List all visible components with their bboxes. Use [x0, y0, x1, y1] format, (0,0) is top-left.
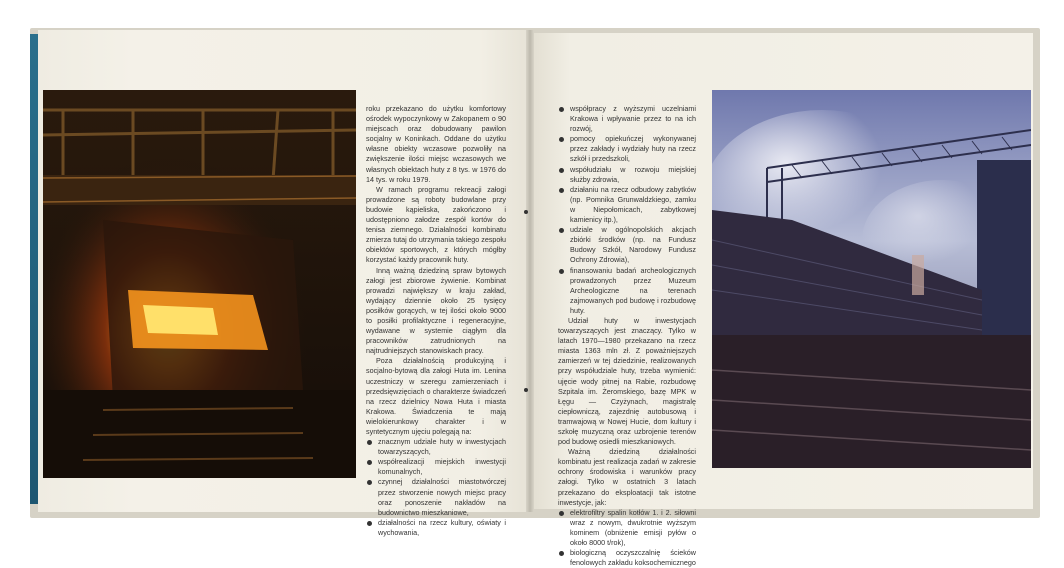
list-item: finansowaniu badań archeologicznych prowadzonych przez Muzeum Archeologiczne na terenach zajmowanych pod budowę i rozbudowę huty. [558, 266, 696, 316]
bullet-list [558, 104, 696, 316]
paragraph: Ważną dziedziną działalności kombinatu jest realizacja zadań w zakresie ochrony środowiska i warunków pracy załogi. Tylko w ostatnich 3 latach przekazano do eksploatacji tak istotne inwestycje, jak: [558, 447, 696, 507]
left-text-column [366, 104, 506, 538]
binding-hole [524, 210, 528, 214]
paragraph: roku przekazano do użytku komfortowy ośrodek wypoczynkowy w Zakopanem o 90 miejscach oraz dobudowany pawilon socjalny w Koninkach. Oddane do użytku własne obiekty wczasowe pozwoliły na zwiększenie ilości miejsc wczasowych we własnych obiektach huty z 8 tys. w 1976 do 14 tys. w roku 1979. [366, 104, 506, 184]
list-item: współpracy z wyższymi uczelniami Krakowa i wpływanie przez to na ich rozwój, [558, 104, 696, 134]
list-item: biologiczną oczyszczalnię ścieków fenolowych zakładu koksochemicznego [558, 548, 696, 568]
book-gutter [526, 30, 534, 512]
list-item: działalności na rzecz kultury, oświaty i wychowania, [366, 518, 506, 538]
paragraph: W ramach programu rekreacji załogi prowadzone są roboty budowlane przy budowie kąpieliska, zakończono i udostępniono załodze zespół kortów do tenisa ziemnego. Działalności kombinatu zmierza tutaj do utrzymania takiego zespołu obiektów sportowych, z których mógłby korzystać każdy pracownik huty. [366, 184, 506, 265]
paragraph: Poza działalnością produkcyjną i socjalno-bytową dla załogi Huta im. Lenina uczestniczy w szeregu zamierzeniach i przedsięwzięciach o charakterze świadczeń na rzecz dzielnicy Nowa Huta i miasta Krakowa. Świadczenia te mają wielokierunkowy charakter i w syntetycznym ujęciu polegają na: [366, 356, 506, 436]
bullet-list [366, 437, 506, 538]
list-item: pomocy opiekuńczej wykonywanej przez zakłady i wydziały huty na rzecz szkół i przedszkoli, [558, 134, 696, 164]
list-item: znacznym udziale huty w inwestycjach towarzyszących, [366, 437, 506, 457]
paragraph: Udział huty w inwestycjach towarzyszących jest znaczący. Tylko w latach 1970—1980 przekazano na rzecz miasta 1363 mln zł. Z poważniejszych zamierzeń w tej dziedzinie, realizowanych przy współudziale huty, trzeba wymienić: ujęcie wody pitnej na Rabie, rozbudowę Szpitala im. Żeromskiego, bazę MPK w Łęgu — Czyżynach, magistralę ciepłowniczą, zajezdnię autobusową i tramwajową w Nowej Hucie, dom kultury i szkołę muzyczną oraz uzbrojenie terenów pod budowę osiedli mieszkaniowych. [558, 315, 696, 447]
right-text-column [558, 104, 696, 568]
list-item: współrealizacji miejskich inwestycji komunalnych, [366, 457, 506, 477]
list-item: elektrofiltry spalin kotłów 1. i 2. siłowni wraz z nowym, dwukrotnie wyższym kominem (obniżenie emisji pyłów o około 8000 t/rok), [558, 508, 696, 548]
list-item: udziale w ogólnopolskich akcjach zbiórki środków (np. na Fundusz Budowy Szkół, Narodowy Fundusz Ochrony Zdrowia), [558, 225, 696, 265]
steel-mill-interior-photo [43, 90, 356, 478]
binding-hole [524, 388, 528, 392]
bullet-list [558, 508, 696, 568]
industrial-plant-photo [712, 90, 1031, 468]
list-item: współudziału w rozwoju miejskiej służby zdrowia, [558, 165, 696, 185]
list-item: działaniu na rzecz odbudowy zabytków (np. Pomnika Grunwaldzkiego, zamku w Niepołomicach, zabytkowej kamienicy itp.), [558, 185, 696, 225]
list-item: czynnej działalności miastotwórczej przez stworzenie nowych miejsc pracy oraz ponoszenie nakładów na budownictwo mieszkaniowe, [366, 477, 506, 517]
paragraph: Inną ważną dziedziną spraw bytowych załogi jest zbiorowe żywienie. Kombinat prowadzi największy w kraju zakład, wydający dziennie około 25 tysięcy posiłków gorących, w tej ilości około 9000 to posiłki profilaktyczne i regeneracyjne, wydawane w systemie ciągłym dla pracowników zatrudnionych na najtrudniejszych stanowiskach pracy. [366, 265, 506, 356]
